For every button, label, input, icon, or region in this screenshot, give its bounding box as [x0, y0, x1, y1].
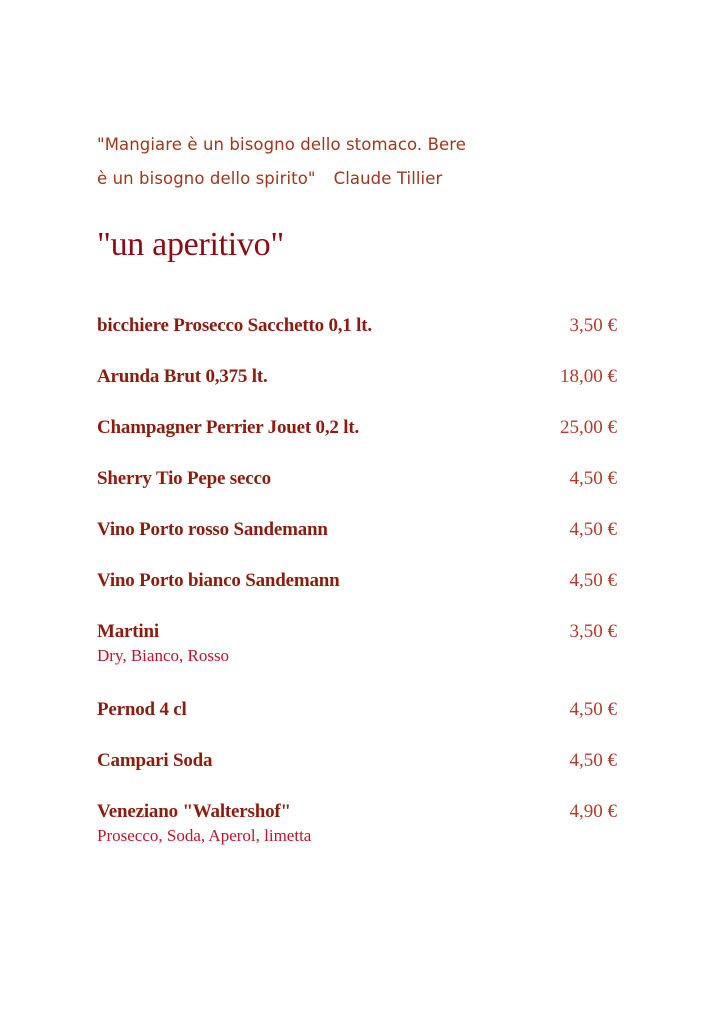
- item-price: 25,00 €: [560, 417, 617, 438]
- drinks-list: [97, 314, 617, 878]
- quote-author: Claude Tillier: [333, 169, 443, 188]
- item-price: 4,50 €: [569, 570, 617, 591]
- menu-item: [97, 467, 617, 518]
- item-name: Martini: [97, 621, 159, 642]
- item-price: 18,00 €: [560, 366, 617, 387]
- item-name: Vino Porto rosso Sandemann: [97, 519, 328, 540]
- menu-item: [97, 569, 617, 620]
- menu-item: [97, 518, 617, 569]
- item-description: Prosecco, Soda, Aperol, limetta: [97, 826, 312, 845]
- item-name: bicchiere Prosecco Sacchetto 0,1 lt.: [97, 315, 372, 336]
- menu-item: [97, 314, 617, 365]
- item-description: Dry, Bianco, Rosso: [97, 646, 230, 665]
- item-name: Arunda Brut 0,375 lt.: [97, 366, 268, 387]
- section-heading: "un aperitivo": [97, 226, 284, 263]
- menu-item: [97, 698, 617, 749]
- quote-line-1: "Mangiare è un bisogno dello stomaco. Bere: [97, 135, 467, 154]
- item-price: 4,50 €: [569, 519, 617, 540]
- item-price: 3,50 €: [569, 621, 617, 642]
- item-name: Champagner Perrier Jouet 0,2 lt.: [97, 417, 360, 438]
- item-price: 4,50 €: [569, 468, 617, 489]
- item-price: 4,50 €: [569, 699, 617, 720]
- item-name: Vino Porto bianco Sandemann: [97, 570, 340, 591]
- menu-item: [97, 800, 617, 878]
- item-price: 4,90 €: [569, 801, 617, 822]
- item-price: 4,50 €: [569, 750, 617, 771]
- item-name: Sherry Tio Pepe secco: [97, 468, 271, 489]
- menu-item: [97, 620, 617, 698]
- item-name: Campari Soda: [97, 750, 213, 771]
- menu-item: [97, 416, 617, 467]
- menu-item: [97, 365, 617, 416]
- item-name: Pernod 4 cl: [97, 699, 187, 720]
- item-price: 3,50 €: [569, 315, 617, 336]
- quote-line-2: [97, 162, 617, 196]
- menu-item: [97, 749, 617, 800]
- item-name: Veneziano "Waltershof": [97, 801, 291, 822]
- quote-block: [97, 128, 617, 196]
- quote-line-2-text: è un bisogno dello spirito": [97, 169, 316, 188]
